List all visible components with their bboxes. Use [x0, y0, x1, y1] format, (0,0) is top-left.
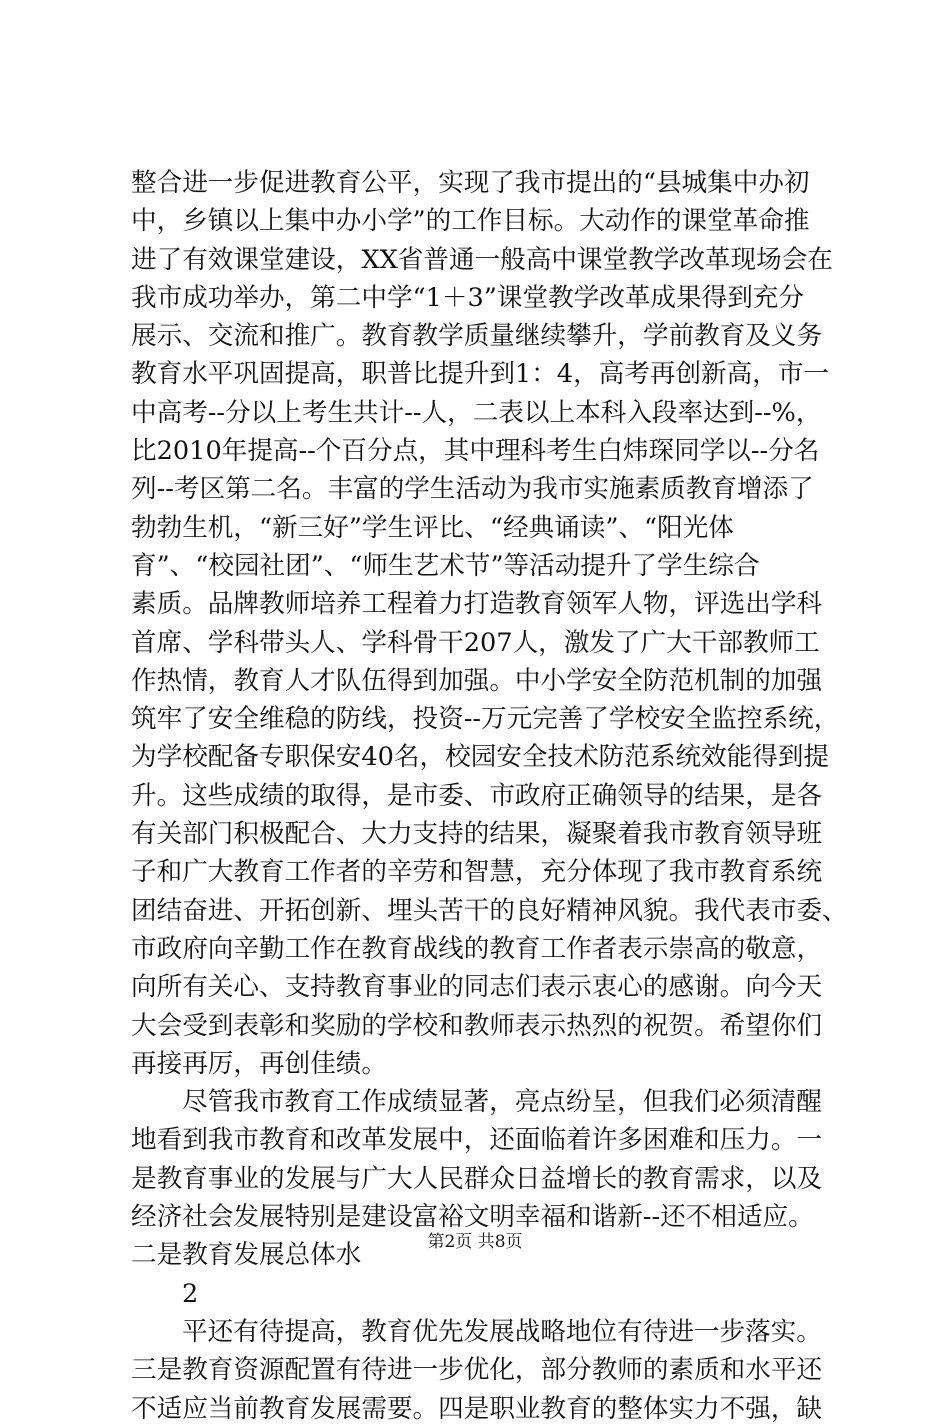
paragraph-3 [131, 1313, 831, 1428]
text-line: 比2010年提高--个百分点，其中理科考生白炜琛同学以--分名 [131, 436, 820, 467]
text-line: 市政府向辛勤工作在教育战线的教育工作者表示崇高的敬意， [131, 933, 823, 964]
text-line: 二是教育发展总体水 [131, 1240, 362, 1271]
text-line: 为学校配备专职保安40名，校园安全技术防范系统效能得到提 [131, 742, 830, 773]
text-line: 三是教育资源配置有待进一步优化，部分教师的素质和水平还 [131, 1355, 823, 1386]
text-line: 教育水平巩固提高，职普比提升到1：4，高考再创新高，市一 [131, 359, 830, 390]
text-line: 作热情，教育人才队伍得到加强。中小学安全防范机制的加强 [131, 665, 823, 696]
inline-page-marker: 2 [182, 1278, 199, 1309]
text-line: 子和广大教育工作者的辛劳和智慧，充分体现了我市教育系统 [131, 857, 823, 888]
text-line: 团结奋进、开拓创新、埋头苦干的良好精神风貌。我代表市委、 [131, 895, 848, 926]
text-line: 平还有待提高，教育优先发展战略地位有待进一步落实。 [182, 1316, 822, 1347]
text-line: 中高考--分以上考生共计--人，二表以上本科入段率达到--%， [131, 397, 822, 428]
page-footer [0, 1227, 950, 1252]
text-line: 进了有效课堂建设，XX省普通一般高中课堂教学改革现场会在 [131, 244, 833, 275]
text-line: 列--考区第二名。丰富的学生活动为我市实施素质教育增添了 [131, 474, 814, 505]
text-line: 勃勃生机，“新三好”学生评比、“经典诵读”、“阳光体 [131, 512, 734, 543]
text-line: 筑牢了安全维稳的防线，投资--万元完善了学校安全监控系统， [131, 704, 840, 735]
text-line: 整合进一步促进教育公平，实现了我市提出的“县城集中办初 [131, 168, 810, 198]
text-line: 首席、学科带头人、学科骨干207人，激发了广大干部教师工 [131, 627, 820, 658]
text-line: 中，乡镇以上集中办小学”的工作目标。大动作的课堂革命推 [131, 206, 810, 237]
text-line: 再接再厉，再创佳绩。 [131, 1048, 387, 1079]
text-line: 我市成功举办，第二中学“1＋3”课堂教学改革成果得到充分 [131, 282, 804, 313]
text-line: 育”、“校园社团”、“师生艺术节”等活动提升了学生综合 [131, 550, 760, 581]
text-line: 升。这些成绩的取得，是市委、市政府正确领导的结果，是各 [131, 780, 823, 811]
text-line: 向所有关心、支持教育事业的同志们表示衷心的感谢。向今天 [131, 972, 823, 1003]
text-line: 大会受到表彰和奖励的学校和教师表示热烈的祝贺。希望你们 [131, 1010, 823, 1041]
text-line: 不适应当前教育发展需要。四是职业教育的整体实力不强，缺 [131, 1393, 823, 1424]
text-line: 是教育事业的发展与广大人民群众日益增长的教育需求，以及 [131, 1163, 823, 1194]
text-line: 有关部门积极配合、大力支持的结果，凝聚着我市教育领导班 [131, 819, 823, 850]
text-line: 经济社会发展特别是建设富裕文明幸福和谐新--还不相适应。 [131, 1202, 814, 1233]
paragraph-1 [131, 164, 848, 1083]
page-number-info: 第2页 共8页 [427, 1232, 523, 1252]
text-line: 展示、交流和推广。教育教学质量继续攀升，学前教育及义务 [131, 321, 823, 352]
text-line: 尽管我市教育工作成绩显著，亮点纷呈，但我们必须清醒 [182, 1087, 822, 1118]
text-line: 地看到我市教育和改革发展中，还面临着许多困难和压力。一 [131, 1125, 823, 1156]
text-line: 素质。品牌教师培养工程着力打造教育领军人物，评选出学科 [131, 589, 823, 620]
